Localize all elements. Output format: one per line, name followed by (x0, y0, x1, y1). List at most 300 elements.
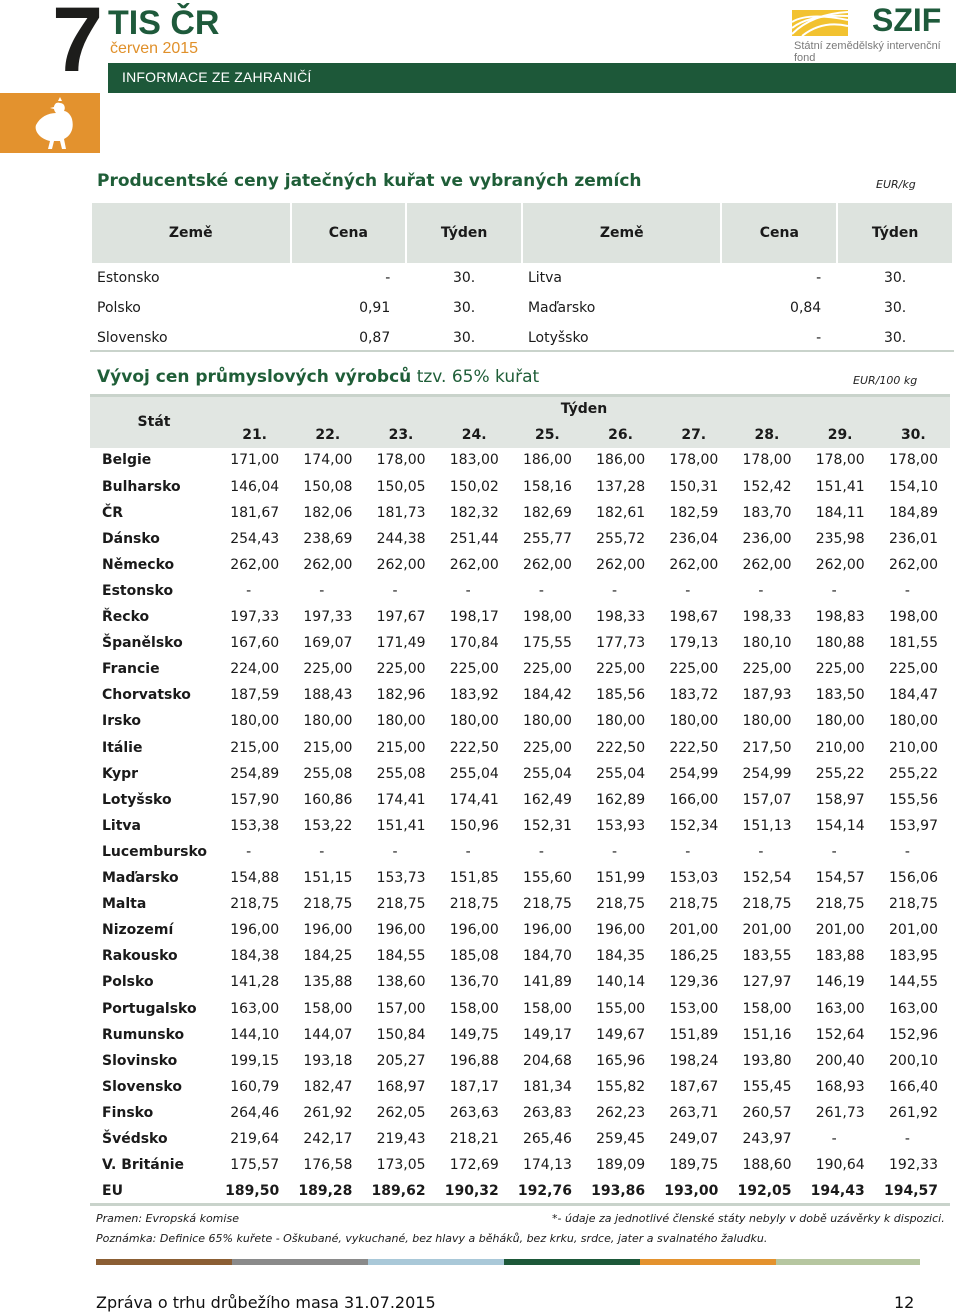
country-cell: Estonsko (97, 270, 160, 286)
table2-title-rest: tzv. 65% kuřat (411, 367, 540, 387)
price-cell: - (385, 270, 391, 286)
price-value: 218,75 (804, 891, 877, 917)
price-value: 189,50 (218, 1178, 291, 1204)
price-value: 180,00 (438, 708, 511, 734)
price-value: 201,00 (730, 917, 803, 943)
price-value: 149,17 (511, 1022, 584, 1048)
price-value: 225,00 (657, 656, 730, 682)
price-value: 264,46 (218, 1100, 291, 1126)
price-value: 154,57 (804, 865, 877, 891)
price-value: 192,33 (877, 1152, 950, 1178)
country-name: Lucembursko (90, 839, 218, 865)
price-value: 255,22 (804, 761, 877, 787)
price-value: - (291, 839, 364, 865)
price-value: 215,00 (291, 735, 364, 761)
price-value: 186,25 (657, 943, 730, 969)
price-value: 263,63 (438, 1100, 511, 1126)
week-header: 26. (584, 422, 657, 448)
price-value: 153,97 (877, 813, 950, 839)
price-value: 222,50 (657, 735, 730, 761)
table-row (90, 448, 950, 474)
country-name: Malta (90, 891, 218, 917)
price-value: 219,64 (218, 1126, 291, 1152)
country-name: Polsko (90, 969, 218, 995)
week-header: 25. (511, 422, 584, 448)
table-row (90, 995, 950, 1021)
price-value: 150,31 (657, 474, 730, 500)
price-value: 172,69 (438, 1152, 511, 1178)
price-value: 160,86 (291, 787, 364, 813)
price-value: 210,00 (877, 735, 950, 761)
price-value: 158,97 (804, 787, 877, 813)
price-value: 175,55 (511, 630, 584, 656)
price-value: 185,56 (584, 682, 657, 708)
price-value: 150,84 (364, 1022, 437, 1048)
price-value: 181,73 (364, 500, 437, 526)
page-number: 12 (894, 1293, 915, 1312)
price-value: 152,54 (730, 865, 803, 891)
price-value: 155,45 (730, 1074, 803, 1100)
table-row (90, 865, 950, 891)
szif-logo-icon (792, 8, 848, 36)
price-value: 185,08 (438, 943, 511, 969)
price-value: 182,96 (364, 682, 437, 708)
price-value: 187,59 (218, 682, 291, 708)
price-value: 225,00 (804, 656, 877, 682)
country-name: ČR (90, 500, 218, 526)
price-value: 210,00 (804, 735, 877, 761)
footer-stripe-olive (776, 1259, 920, 1265)
price-value: 173,05 (364, 1152, 437, 1178)
chicken-emblem (0, 93, 100, 153)
price-value: 183,70 (730, 500, 803, 526)
price-value: - (804, 1126, 877, 1152)
price-value: 150,96 (438, 813, 511, 839)
price-value: - (291, 578, 364, 604)
table-row (90, 656, 950, 682)
price-value: 254,99 (657, 761, 730, 787)
price-value: 262,05 (364, 1100, 437, 1126)
country-name: EU (90, 1178, 218, 1204)
price-value: 194,57 (877, 1178, 950, 1204)
price-value: 255,04 (584, 761, 657, 787)
price-value: 189,09 (584, 1152, 657, 1178)
price-value: 152,31 (511, 813, 584, 839)
price-cell: 0,87 (359, 330, 391, 346)
price-value: 151,99 (584, 865, 657, 891)
price-value: 236,00 (730, 526, 803, 552)
price-value: 262,00 (218, 552, 291, 578)
table-row (90, 500, 950, 526)
price-value: - (804, 839, 877, 865)
price-value: 184,47 (877, 682, 950, 708)
price-value: 163,00 (218, 995, 291, 1021)
price-value: 225,00 (511, 656, 584, 682)
country-name: Dánsko (90, 526, 218, 552)
price-value: 225,00 (291, 656, 364, 682)
price-value: 174,13 (511, 1152, 584, 1178)
table-row (90, 682, 950, 708)
price-value: - (877, 1126, 950, 1152)
table1-unit: EUR/kg (876, 178, 916, 191)
price-value: 225,00 (438, 656, 511, 682)
price-value: 225,00 (511, 735, 584, 761)
section-bar (108, 63, 956, 93)
price-value: 200,40 (804, 1048, 877, 1074)
price-value: - (804, 578, 877, 604)
price-value: 183,50 (804, 682, 877, 708)
week-cell: 30. (883, 300, 907, 316)
price-value: 225,00 (730, 656, 803, 682)
price-value: 153,93 (584, 813, 657, 839)
price-value: 154,10 (877, 474, 950, 500)
price-value: 158,00 (438, 995, 511, 1021)
table-row (90, 1100, 950, 1126)
price-value: 155,82 (584, 1074, 657, 1100)
table-row (90, 630, 950, 656)
country-name: Rumunsko (90, 1022, 218, 1048)
t2-header-week: Týden (218, 396, 950, 422)
price-value: 149,67 (584, 1022, 657, 1048)
price-value: 262,00 (877, 552, 950, 578)
definition-note: Poznámka: Definice 65% kuřete - Oškubané, vykuchané, bez hlavy a běháků, bez krku, srdce, jater a svalnatého žaludku. (96, 1232, 768, 1245)
price-value: 140,14 (584, 969, 657, 995)
price-value: - (584, 578, 657, 604)
price-value: 183,55 (730, 943, 803, 969)
table-row (90, 761, 950, 787)
price-value: 181,55 (877, 630, 950, 656)
price-value: 127,97 (730, 969, 803, 995)
price-value: 154,88 (218, 865, 291, 891)
price-value: - (218, 839, 291, 865)
price-value: 178,00 (364, 448, 437, 474)
table-row (90, 552, 950, 578)
price-value: 157,07 (730, 787, 803, 813)
price-value: 255,22 (877, 761, 950, 787)
t2-header-state: Stát (90, 396, 218, 448)
price-value: 198,00 (511, 604, 584, 630)
price-value: 192,05 (730, 1178, 803, 1204)
price-value: 180,00 (730, 708, 803, 734)
price-value: 182,69 (511, 500, 584, 526)
price-value: - (877, 578, 950, 604)
price-value: 261,73 (804, 1100, 877, 1126)
price-value: 190,32 (438, 1178, 511, 1204)
price-value: - (877, 839, 950, 865)
price-value: 201,00 (877, 917, 950, 943)
price-value: 180,00 (804, 708, 877, 734)
brand-name: TIS ČR (108, 4, 220, 42)
table-row (90, 1152, 950, 1178)
price-value: 149,75 (438, 1022, 511, 1048)
table-row (90, 787, 950, 813)
price-value: 236,04 (657, 526, 730, 552)
price-value: 188,60 (730, 1152, 803, 1178)
footer-title: Zpráva o trhu drůbežího masa 31.07.2015 (96, 1293, 436, 1312)
price-value: 198,33 (730, 604, 803, 630)
price-value: 218,75 (291, 891, 364, 917)
price-value: 171,49 (364, 630, 437, 656)
price-value: 261,92 (291, 1100, 364, 1126)
price-value: 141,28 (218, 969, 291, 995)
price-value: 138,60 (364, 969, 437, 995)
price-value: 146,04 (218, 474, 291, 500)
price-value: 174,00 (291, 448, 364, 474)
price-value: 193,18 (291, 1048, 364, 1074)
price-value: 262,00 (584, 552, 657, 578)
week-cell: 30. (883, 330, 907, 346)
price-value: 162,49 (511, 787, 584, 813)
footer-stripe-orange (640, 1259, 776, 1265)
price-value: 188,43 (291, 682, 364, 708)
table-row (90, 891, 950, 917)
table-row (90, 578, 950, 604)
price-value: 244,38 (364, 526, 437, 552)
week-header: 30. (877, 422, 950, 448)
price-value: 182,59 (657, 500, 730, 526)
week-header: 23. (364, 422, 437, 448)
price-value: 187,67 (657, 1074, 730, 1100)
footer-stripe-green (504, 1259, 640, 1265)
price-value: 155,60 (511, 865, 584, 891)
price-value: 160,79 (218, 1074, 291, 1100)
price-value: 183,88 (804, 943, 877, 969)
price-value: 180,00 (657, 708, 730, 734)
price-value: - (364, 839, 437, 865)
table-row (91, 323, 953, 353)
price-value: 200,10 (877, 1048, 950, 1074)
price-value: 150,08 (291, 474, 364, 500)
country-name: Francie (90, 656, 218, 682)
price-value: 193,86 (584, 1178, 657, 1204)
price-value: 255,72 (584, 526, 657, 552)
price-value: 198,83 (804, 604, 877, 630)
price-value: 215,00 (364, 735, 437, 761)
price-value: 183,92 (438, 682, 511, 708)
price-value: 153,03 (657, 865, 730, 891)
price-value: 189,75 (657, 1152, 730, 1178)
table1-title: Producentské ceny jatečných kuřat ve vybraných zemích (97, 171, 642, 191)
price-value: 153,22 (291, 813, 364, 839)
price-value: 155,00 (584, 995, 657, 1021)
country-name: Slovensko (90, 1074, 218, 1100)
price-value: 255,08 (364, 761, 437, 787)
country-name: Rakousko (90, 943, 218, 969)
t1-header-price-2: Cena (721, 203, 837, 263)
price-value: 158,00 (291, 995, 364, 1021)
country-name: Estonsko (90, 578, 218, 604)
country-name: Slovinsko (90, 1048, 218, 1074)
price-cell: - (816, 330, 822, 346)
price-value: 190,64 (804, 1152, 877, 1178)
price-value: 166,00 (657, 787, 730, 813)
price-value: 255,04 (438, 761, 511, 787)
table-row (90, 1126, 950, 1152)
price-value: 218,75 (438, 891, 511, 917)
price-value: 198,67 (657, 604, 730, 630)
price-value: 184,35 (584, 943, 657, 969)
country-name: Belgie (90, 448, 218, 474)
price-value: 177,73 (584, 630, 657, 656)
table-row (90, 708, 950, 734)
price-value: 262,00 (657, 552, 730, 578)
issue-number: 7 (52, 0, 100, 91)
producer-prices-table (90, 203, 954, 353)
table-row (91, 263, 953, 293)
price-value: - (438, 839, 511, 865)
price-value: 196,00 (438, 917, 511, 943)
price-value: 262,00 (291, 552, 364, 578)
price-value: 263,83 (511, 1100, 584, 1126)
price-value: 235,98 (804, 526, 877, 552)
price-value: 163,00 (877, 995, 950, 1021)
price-value: 158,00 (511, 995, 584, 1021)
szif-subtitle: Státní zemědělský intervenční fond (794, 40, 941, 64)
price-value: 162,89 (584, 787, 657, 813)
country-name: Maďarsko (90, 865, 218, 891)
price-value: - (657, 839, 730, 865)
szif-logo-text: SZIF (872, 2, 942, 38)
price-value: - (438, 578, 511, 604)
price-value: 158,16 (511, 474, 584, 500)
price-value: 186,00 (511, 448, 584, 474)
price-value: 262,23 (584, 1100, 657, 1126)
t1-header-country: Země (91, 203, 291, 263)
price-value: 151,13 (730, 813, 803, 839)
price-value: 218,75 (364, 891, 437, 917)
price-value: 189,28 (291, 1178, 364, 1204)
table-row (90, 1074, 950, 1100)
week-cell: 30. (452, 270, 476, 286)
country-name: Portugalsko (90, 995, 218, 1021)
price-value: 218,75 (584, 891, 657, 917)
week-header: 28. (730, 422, 803, 448)
price-value: 152,64 (804, 1022, 877, 1048)
price-value: 224,00 (218, 656, 291, 682)
price-value: 197,67 (364, 604, 437, 630)
table-row (90, 813, 950, 839)
price-value: 201,00 (657, 917, 730, 943)
table-row (90, 839, 950, 865)
price-value: 144,55 (877, 969, 950, 995)
price-value: 243,97 (730, 1126, 803, 1152)
price-value: 184,89 (877, 500, 950, 526)
price-value: 179,13 (657, 630, 730, 656)
price-value: - (730, 839, 803, 865)
price-value: 180,00 (291, 708, 364, 734)
price-value: 255,08 (291, 761, 364, 787)
price-value: 174,41 (364, 787, 437, 813)
price-value: 187,93 (730, 682, 803, 708)
price-value: - (511, 578, 584, 604)
price-value: 180,00 (511, 708, 584, 734)
price-cell: 0,84 (790, 300, 822, 316)
price-cell: - (816, 270, 822, 286)
price-value: 182,06 (291, 500, 364, 526)
price-value: 144,10 (218, 1022, 291, 1048)
week-header: 24. (438, 422, 511, 448)
price-value: 204,68 (511, 1048, 584, 1074)
price-value: 255,77 (511, 526, 584, 552)
price-value: 184,38 (218, 943, 291, 969)
price-value: 205,27 (364, 1048, 437, 1074)
price-value: 154,14 (804, 813, 877, 839)
price-value: 197,33 (291, 604, 364, 630)
country-name: Švédsko (90, 1126, 218, 1152)
price-value: 144,07 (291, 1022, 364, 1048)
price-value: 236,01 (877, 526, 950, 552)
price-value: 153,38 (218, 813, 291, 839)
price-value: 168,93 (804, 1074, 877, 1100)
price-value: 168,97 (364, 1074, 437, 1100)
table2-title (97, 367, 539, 387)
table-row (90, 1048, 950, 1074)
price-value: 238,69 (291, 526, 364, 552)
price-value: 152,34 (657, 813, 730, 839)
price-value: 166,40 (877, 1074, 950, 1100)
price-value: - (584, 839, 657, 865)
price-value: 183,72 (657, 682, 730, 708)
price-value: 261,92 (877, 1100, 950, 1126)
price-value: 170,84 (438, 630, 511, 656)
price-value: 199,15 (218, 1048, 291, 1074)
price-value: 255,04 (511, 761, 584, 787)
price-cell: 0,91 (359, 300, 391, 316)
footer-stripe-gray (232, 1259, 368, 1265)
price-value: 146,19 (804, 969, 877, 995)
week-header: 22. (291, 422, 364, 448)
table-row (90, 1022, 950, 1048)
price-value: 151,16 (730, 1022, 803, 1048)
price-value: - (657, 578, 730, 604)
price-value: 152,42 (730, 474, 803, 500)
price-value: 222,50 (584, 735, 657, 761)
footer-stripe-blue (368, 1259, 504, 1265)
price-value: 222,50 (438, 735, 511, 761)
price-value: 254,89 (218, 761, 291, 787)
price-value: - (511, 839, 584, 865)
price-value: 184,70 (511, 943, 584, 969)
price-value: 198,00 (877, 604, 950, 630)
table-row (90, 969, 950, 995)
price-value: 151,15 (291, 865, 364, 891)
country-name: Finsko (90, 1100, 218, 1126)
country-name: Irsko (90, 708, 218, 734)
price-value: 251,44 (438, 526, 511, 552)
price-value: 218,75 (218, 891, 291, 917)
industrial-prices-table (90, 394, 950, 1206)
table-row (90, 943, 950, 969)
price-value: 196,00 (218, 917, 291, 943)
price-value: 193,80 (730, 1048, 803, 1074)
country-name: Německo (90, 552, 218, 578)
country-cell: Slovensko (97, 330, 168, 346)
country-name: Lotyšsko (90, 787, 218, 813)
price-value: 157,90 (218, 787, 291, 813)
table-row (90, 917, 950, 943)
price-value: 186,00 (584, 448, 657, 474)
price-value: 135,88 (291, 969, 364, 995)
country-name: Chorvatsko (90, 682, 218, 708)
country-name: V. Británie (90, 1152, 218, 1178)
price-value: 180,00 (877, 708, 950, 734)
price-value: 184,55 (364, 943, 437, 969)
price-value: 155,56 (877, 787, 950, 813)
price-value: 150,02 (438, 474, 511, 500)
price-value: 184,42 (511, 682, 584, 708)
price-value: 163,00 (804, 995, 877, 1021)
price-value: 182,32 (438, 500, 511, 526)
